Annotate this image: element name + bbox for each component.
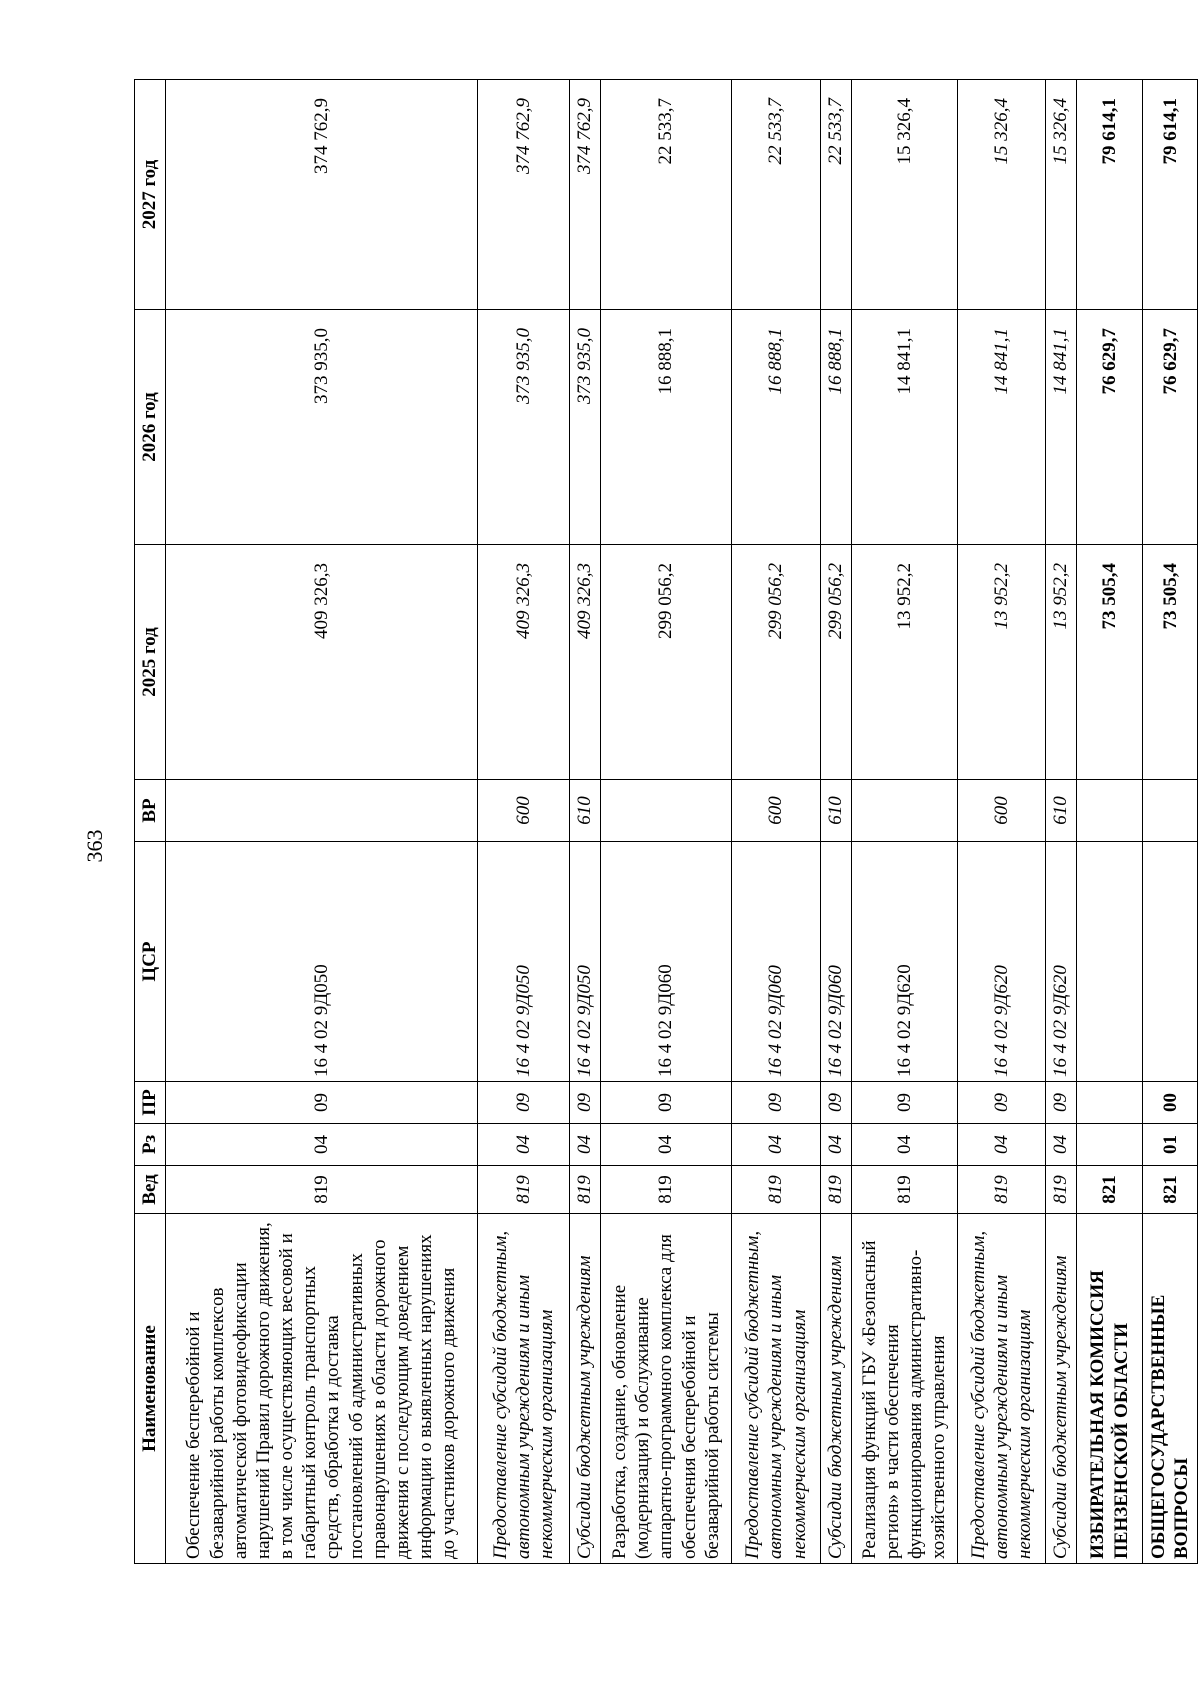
value-2027-cell: 79 614,1 (1076, 80, 1142, 310)
table-row (957, 80, 1045, 1564)
value-2027-cell: 15 326,4 (957, 80, 1045, 310)
pr-cell: 09 (851, 1082, 957, 1124)
pr-cell: 09 (820, 1082, 851, 1124)
ved-cell: 819 (569, 1166, 600, 1214)
name-cell: Обеспечение бесперебойной и безаварийной работы комплексов автоматической фотовидеофиксации нарушений Правил дорожного движения, в том числе осуществляющих весовой и габаритный контроль транспортных средств, обработка и доставка постановлений об административных правонарушениях в области дорожного движения с последующим доведением информации о выявленных нарушениях до участников дорожного движения (166, 1214, 478, 1564)
name-cell: Реализация функций ГБУ «Безопасный регион» в части обеспечения функционирования административно-хозяйственного управления (851, 1214, 957, 1564)
value-2025-cell: 299 056,2 (732, 545, 820, 780)
header-2027: 2027 год (135, 80, 166, 310)
ved-cell: 819 (600, 1166, 731, 1214)
value-2026-cell: 16 888,1 (820, 310, 851, 545)
pr-cell: 09 (957, 1082, 1045, 1124)
csr-cell: 16 4 02 9Д620 (957, 842, 1045, 1082)
pr-cell: 09 (600, 1082, 731, 1124)
csr-cell: 16 4 02 9Д060 (600, 842, 731, 1082)
csr-cell: 16 4 02 9Д050 (166, 842, 478, 1082)
rz-cell: 04 (851, 1124, 957, 1166)
rotated-table-wrapper (134, 80, 1198, 1564)
value-2027-cell: 374 762,9 (569, 80, 600, 310)
vr-cell: 610 (1046, 780, 1077, 842)
name-cell: Субсидии бюджетным учреждениям (820, 1214, 851, 1564)
pr-cell: 00 (1143, 1082, 1198, 1124)
header-row (135, 80, 166, 1564)
rz-cell: 04 (820, 1124, 851, 1166)
value-2025-cell: 409 326,3 (569, 545, 600, 780)
header-vr: ВР (135, 780, 166, 842)
table-row (477, 80, 569, 1564)
value-2025-cell: 13 952,2 (957, 545, 1045, 780)
value-2027-cell: 15 326,4 (851, 80, 957, 310)
name-cell: Субсидии бюджетным учреждениям (1046, 1214, 1077, 1564)
name-cell: ИЗБИРАТЕЛЬНАЯ КОМИССИЯ ПЕНЗЕНСКОЙ ОБЛАСТИ (1076, 1214, 1142, 1564)
header-2026: 2026 год (135, 310, 166, 545)
vr-cell: 610 (569, 780, 600, 842)
ved-cell: 819 (1046, 1166, 1077, 1214)
table-row (1046, 80, 1077, 1564)
header-name: Наименование (135, 1214, 166, 1564)
ved-cell: 821 (1076, 1166, 1142, 1214)
csr-cell: 16 4 02 9Д060 (732, 842, 820, 1082)
table-row (1143, 80, 1198, 1564)
value-2027-cell: 22 533,7 (820, 80, 851, 310)
rz-cell: 04 (166, 1124, 478, 1166)
value-2025-cell: 13 952,2 (1046, 545, 1077, 780)
rz-cell: 04 (732, 1124, 820, 1166)
value-2025-cell: 13 952,2 (851, 545, 957, 780)
value-2026-cell: 16 888,1 (732, 310, 820, 545)
vr-cell: 610 (820, 780, 851, 842)
pr-cell: 09 (732, 1082, 820, 1124)
value-2026-cell: 14 841,1 (957, 310, 1045, 545)
rz-cell (1076, 1124, 1142, 1166)
vr-cell (1076, 780, 1142, 842)
name-cell: Предоставление субсидий бюджетным, автономным учреждениям и иным некоммерческим организациям (477, 1214, 569, 1564)
pr-cell: 09 (569, 1082, 600, 1124)
value-2026-cell: 76 629,7 (1076, 310, 1142, 545)
table-row (600, 80, 731, 1564)
ved-cell: 819 (477, 1166, 569, 1214)
pr-cell: 09 (166, 1082, 478, 1124)
rz-cell: 04 (569, 1124, 600, 1166)
table-row (569, 80, 600, 1564)
value-2026-cell: 14 841,1 (851, 310, 957, 545)
value-2027-cell: 374 762,9 (166, 80, 478, 310)
value-2025-cell: 73 505,4 (1076, 545, 1142, 780)
table-row (820, 80, 851, 1564)
value-2026-cell: 76 629,7 (1143, 310, 1198, 545)
csr-cell (1143, 842, 1198, 1082)
name-cell: ОБЩЕГОСУДАРСТВЕННЫЕ ВОПРОСЫ (1143, 1214, 1198, 1564)
value-2025-cell: 409 326,3 (166, 545, 478, 780)
ved-cell: 821 (1143, 1166, 1198, 1214)
pr-cell: 09 (1046, 1082, 1077, 1124)
ved-cell: 819 (851, 1166, 957, 1214)
value-2025-cell: 409 326,3 (477, 545, 569, 780)
value-2025-cell: 299 056,2 (820, 545, 851, 780)
value-2026-cell: 14 841,1 (1046, 310, 1077, 545)
value-2027-cell: 374 762,9 (477, 80, 569, 310)
name-cell: Субсидии бюджетным учреждениям (569, 1214, 600, 1564)
header-csr: ЦСР (135, 842, 166, 1082)
value-2026-cell: 373 935,0 (166, 310, 478, 545)
vr-cell: 600 (732, 780, 820, 842)
table-row (732, 80, 820, 1564)
value-2027-cell: 15 326,4 (1046, 80, 1077, 310)
rz-cell: 01 (1143, 1124, 1198, 1166)
pr-cell (1076, 1082, 1142, 1124)
value-2025-cell: 73 505,4 (1143, 545, 1198, 780)
vr-cell (1143, 780, 1198, 842)
name-cell: Предоставление субсидий бюджетным, автономным учреждениям и иным некоммерческим организациям (732, 1214, 820, 1564)
csr-cell: 16 4 02 9Д050 (477, 842, 569, 1082)
rz-cell: 04 (1046, 1124, 1077, 1166)
header-2025: 2025 год (135, 545, 166, 780)
header-pr: ПР (135, 1082, 166, 1124)
ved-cell: 819 (820, 1166, 851, 1214)
header-ved: Вед (135, 1166, 166, 1214)
value-2026-cell: 16 888,1 (600, 310, 731, 545)
ved-cell: 819 (732, 1166, 820, 1214)
value-2025-cell: 299 056,2 (600, 545, 731, 780)
value-2026-cell: 373 935,0 (569, 310, 600, 545)
vr-cell: 600 (477, 780, 569, 842)
ved-cell: 819 (957, 1166, 1045, 1214)
csr-cell (1076, 842, 1142, 1082)
vr-cell (166, 780, 478, 842)
table-row (1076, 80, 1142, 1564)
page-number: 363 (82, 829, 107, 863)
csr-cell: 16 4 02 9Д060 (820, 842, 851, 1082)
vr-cell: 600 (957, 780, 1045, 842)
csr-cell: 16 4 02 9Д620 (1046, 842, 1077, 1082)
table-row (166, 80, 478, 1564)
value-2026-cell: 373 935,0 (477, 310, 569, 545)
pr-cell: 09 (477, 1082, 569, 1124)
value-2027-cell: 22 533,7 (732, 80, 820, 310)
rz-cell: 04 (477, 1124, 569, 1166)
rz-cell: 04 (600, 1124, 731, 1166)
vr-cell (851, 780, 957, 842)
csr-cell: 16 4 02 9Д620 (851, 842, 957, 1082)
name-cell: Предоставление субсидий бюджетным, автономным учреждениям и иным некоммерческим организациям (957, 1214, 1045, 1564)
vr-cell (600, 780, 731, 842)
budget-table (134, 79, 1198, 1564)
value-2027-cell: 22 533,7 (600, 80, 731, 310)
csr-cell: 16 4 02 9Д050 (569, 842, 600, 1082)
value-2027-cell: 79 614,1 (1143, 80, 1198, 310)
header-rz: Рз (135, 1124, 166, 1166)
rz-cell: 04 (957, 1124, 1045, 1166)
name-cell: Разработка, создание, обновление (модернизация) и обслуживание аппаратно-программного комплекса для обеспечения бесперебойной и безаварийной работы системы (600, 1214, 731, 1564)
ved-cell: 819 (166, 1166, 478, 1214)
table-row (851, 80, 957, 1564)
